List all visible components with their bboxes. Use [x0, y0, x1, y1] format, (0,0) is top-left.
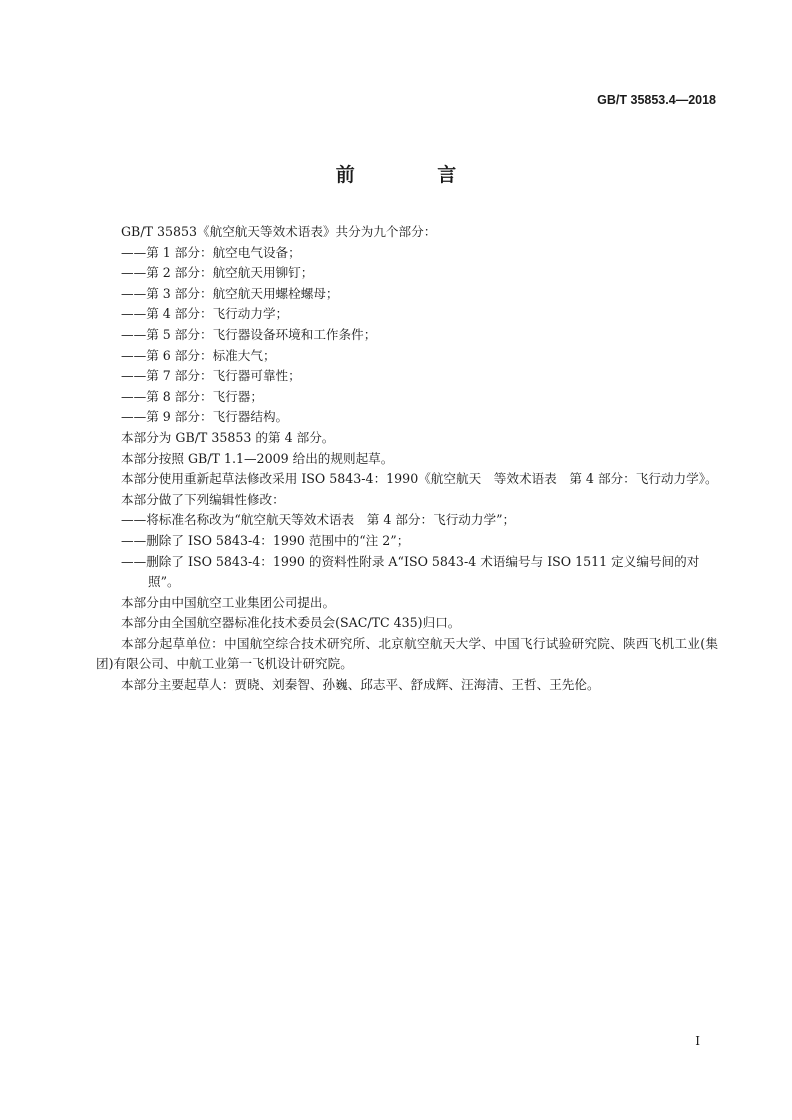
paragraph: 本部分做了下列编辑性修改：	[121, 491, 285, 507]
paragraph: 本部分由全国航空器标准化技术委员会(SAC/TC 435)归口。	[121, 615, 461, 631]
paragraph: 本部分由中国航空工业集团公司提出。	[121, 594, 336, 610]
list-item: ——第 9 部分：飞行器结构。	[121, 409, 289, 425]
list-item: ——第 5 部分：飞行器设备环境和工作条件；	[121, 326, 377, 342]
list-item: ——第 2 部分：航空航天用铆钉；	[121, 265, 314, 281]
list-item: ——删除了 ISO 5843-4：1990 范围中的“注 2”；	[121, 532, 410, 548]
foreword-body	[96, 222, 718, 696]
paragraph: 本部分主要起草人：贾晓、刘秦智、孙巍、邱志平、舒成辉、汪海清、王哲、王先伦。	[121, 677, 600, 693]
intro-paragraph: GB/T 35853《航空航天等效术语表》共分为九个部分：	[121, 224, 437, 239]
list-item: ——第 1 部分：航空电气设备；	[121, 244, 301, 260]
list-item: ——将标准名称改为“航空航天等效术语表 第 4 部分：飞行动力学”；	[121, 512, 516, 528]
paragraph: 本部分按照 GB/T 1.1—2009 给出的规则起草。	[121, 450, 394, 466]
paragraph: 本部分起草单位：中国航空综合技术研究所、北京航空航天大学、中国飞行试验研究院、陕西飞机工业(集团)有限公司、中航工业第一飞机设计研究院。	[96, 635, 718, 672]
list-item: ——删除了 ISO 5843-4：1990 的资料性附录 A“ISO 5843-4 术语编号与 ISO 1511 定义编号间的对照”。	[121, 553, 700, 590]
list-item: ——第 8 部分：飞行器；	[121, 388, 263, 404]
standard-number: GB/T 35853.4—2018	[597, 93, 716, 107]
paragraph: 本部分使用重新起草法修改采用 ISO 5843-4：1990《航空航天 等效术语表 第 4 部分：飞行动力学》。	[121, 471, 718, 487]
page-number: I	[695, 1034, 700, 1048]
paragraph: 本部分为 GB/T 35853 的第 4 部分。	[121, 429, 335, 445]
list-item: ——第 4 部分：飞行动力学；	[121, 306, 289, 322]
list-item: ——第 6 部分：标准大气；	[121, 347, 276, 363]
list-item: ——第 3 部分：航空航天用螺栓螺母；	[121, 285, 339, 301]
page-title: 前 言	[335, 164, 495, 186]
list-item: ——第 7 部分：飞行器可靠性；	[121, 368, 301, 384]
